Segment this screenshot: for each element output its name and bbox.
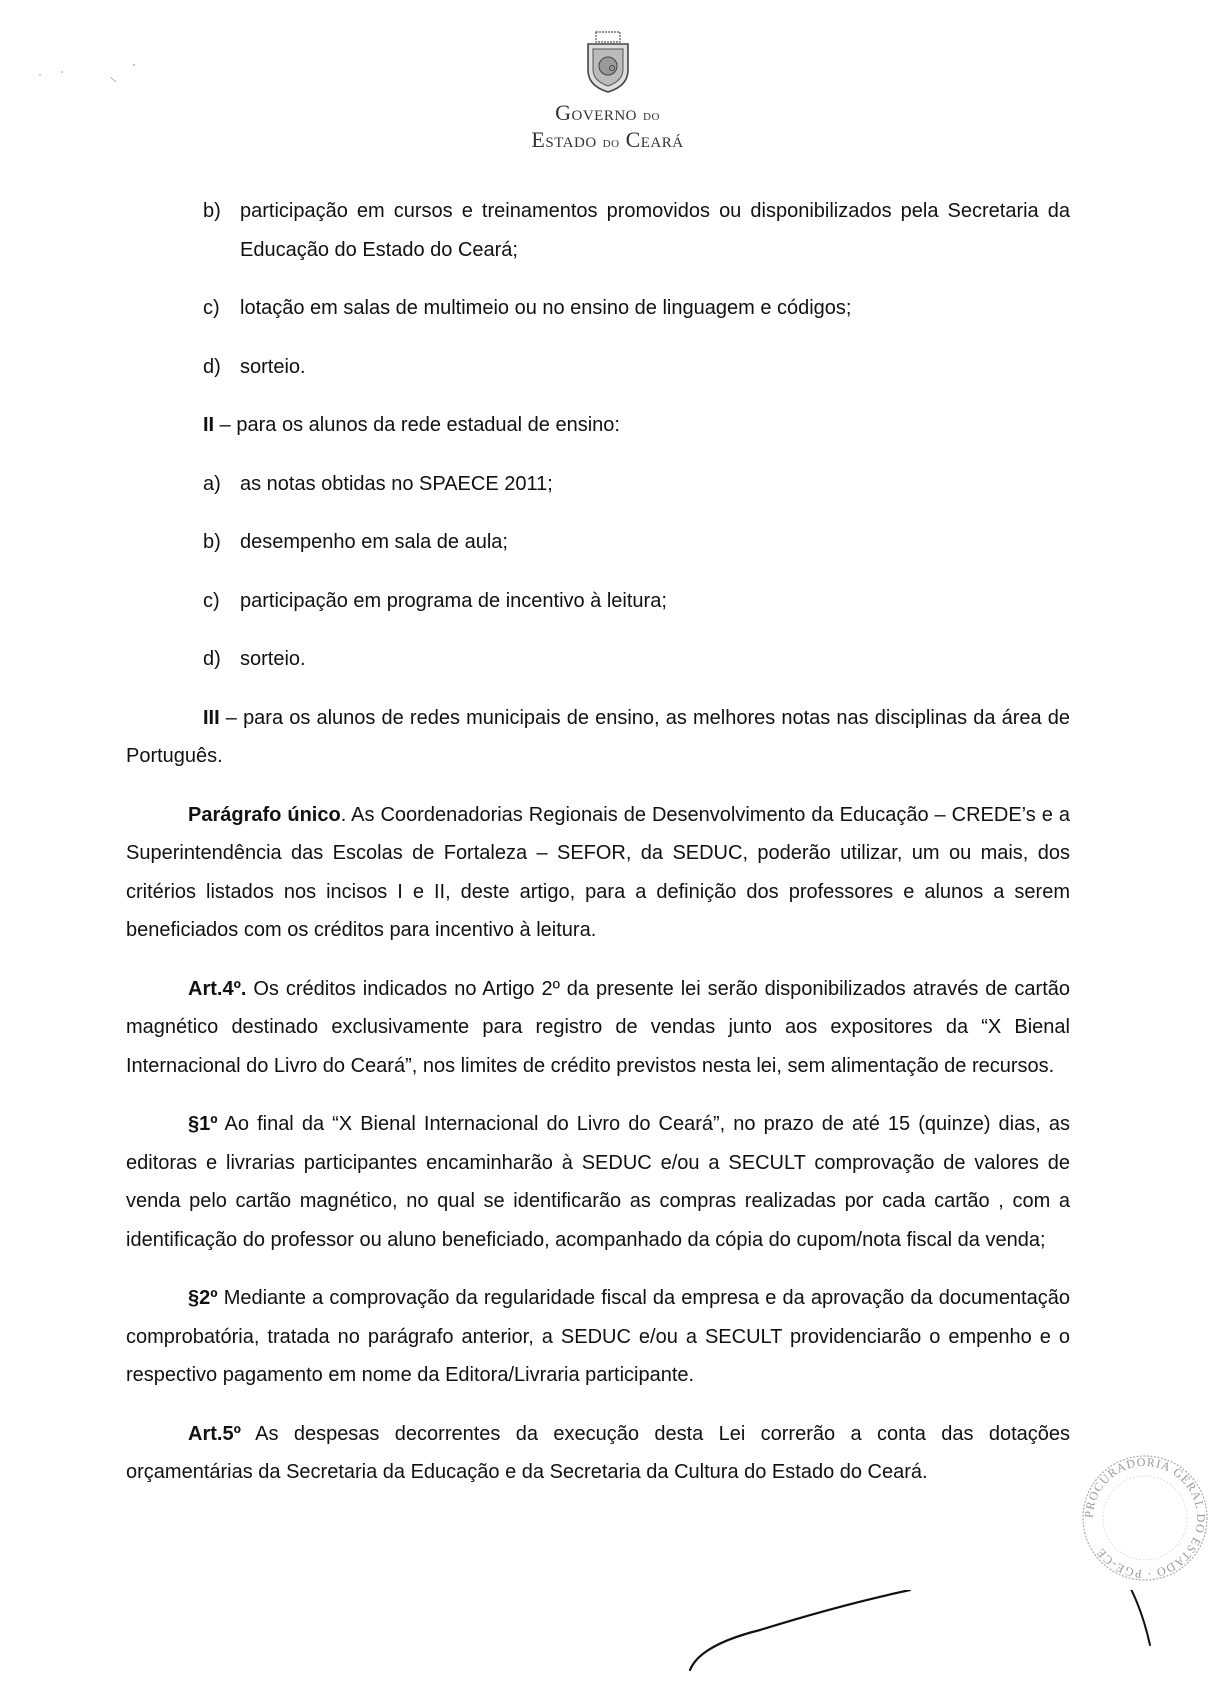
header-estado: Estado: [531, 127, 597, 152]
article-4: [126, 970, 1070, 1086]
government-title-line1: [0, 102, 1215, 127]
roman-numeral: III: [203, 706, 220, 729]
svg-text:PROCURADORIA GERAL DO ESTADO ·: [1082, 1455, 1208, 1581]
article-label: Art.4º.: [188, 977, 247, 1000]
government-title-line2: [0, 129, 1215, 154]
stamp-ring-text: PROCURADORIA GERAL DO ESTADO · PGE-CE: [1081, 1454, 1209, 1582]
roman-numeral: II: [203, 414, 215, 436]
article-5: [126, 1415, 1070, 1492]
item-label: c): [203, 297, 220, 319]
list-item: [126, 523, 1070, 562]
section-II-heading: [126, 406, 1070, 445]
paragrafo-unico: [126, 796, 1070, 950]
item-label: c): [203, 589, 220, 612]
list-item: [126, 640, 1070, 679]
item-text: participação em cursos e treinamentos promovidos ou disponibilizados pela Secretaria da Educação do Estado do Ceará;: [240, 200, 1070, 261]
section-III: [126, 699, 1070, 776]
item-label: d): [203, 355, 221, 378]
item-text: sorteio.: [240, 648, 306, 670]
item-text: desempenho em sala de aula;: [240, 531, 508, 553]
article-text: As despesas decorrentes da execução desta Lei correrão a conta das dotações orçamentárias da Secretaria da Educação e da Secretaria da Cultura do Estado do Ceará.: [126, 1422, 1070, 1483]
header-governo: Governo: [555, 100, 637, 125]
header-ceara: Ceará: [625, 127, 684, 152]
item-label: d): [203, 648, 221, 670]
handwritten-signature-icon: [680, 1590, 1215, 1700]
paragraph-text: Mediante a comprovação da regularidade fiscal da empresa e da aprovação da documentação comprobatória, tratada no parágrafo anterior, a SEDUC e/ou a SECULT providenciarão o empenho e o respectivo pagamento em nome da Editora/Livraria participante.: [126, 1287, 1070, 1386]
list-item: [126, 582, 1070, 621]
letterhead: [0, 30, 1215, 154]
paragraph-label: §2º: [188, 1287, 218, 1309]
paragraph-label: Parágrafo único: [188, 803, 341, 826]
paragraph-2: [126, 1279, 1070, 1395]
list-item: [126, 348, 1070, 387]
section-text: – para os alunos de redes municipais de ensino, as melhores notas nas disciplinas da área de Português.: [126, 706, 1070, 767]
header-do: do: [643, 108, 660, 124]
item-text: sorteio.: [240, 355, 306, 378]
item-text: participação em programa de incentivo à leitura;: [240, 589, 667, 612]
item-text: as notas obtidas no SPAECE 2011;: [240, 472, 553, 495]
item-text: lotação em salas de multimeio ou no ensino de linguagem e códigos;: [240, 297, 852, 319]
paragraph-1: [126, 1105, 1070, 1259]
list-item: [126, 465, 1070, 504]
paragraph-label: §1º: [188, 1113, 218, 1135]
article-label: Art.5º: [188, 1422, 241, 1445]
item-label: b): [203, 200, 221, 222]
official-stamp-icon: [1075, 1448, 1215, 1588]
item-label: a): [203, 472, 221, 495]
paragraph-text: . As Coordenadorias Regionais de Desenvolvimento da Educação – CREDE’s e a Superintendência das Escolas de Fortaleza – SEFOR, da SEDUC, poderão utilizar, um ou mais, dos critérios listados nos incisos I e II, deste artigo, para a definição dos professores e alunos a serem beneficiados com os créditos para incentivo à leitura.: [126, 803, 1070, 941]
item-label: b): [203, 531, 221, 553]
header-do-2: do: [602, 135, 620, 151]
list-item: [126, 192, 1070, 269]
section-text: – para os alunos da rede estadual de ensino:: [214, 414, 620, 436]
article-text: Os créditos indicados no Artigo 2º da presente lei serão disponibilizados através de cartão magnético destinado exclusivamente para registro de vendas junto aos expositores da “X Bienal Internacional do Livro do Ceará”, nos limites de crédito previstos nesta lei, sem alimentação de recursos.: [126, 977, 1070, 1077]
document-body: [126, 192, 1070, 1492]
list-item: [126, 289, 1070, 328]
state-coat-of-arms-icon: [582, 30, 634, 94]
paragraph-text: Ao final da “X Bienal Internacional do Livro do Ceará”, no prazo de até 15 (quinze) dias, as editoras e livrarias participantes encaminharão à SEDUC e/ou a SECULT comprovação de valores de venda pelo cartão magnético, no qual se identificarão as compras realizadas por cada cartão , com a identificação do professor ou aluno beneficiado, acompanhado da cópia do cupom/nota fiscal da venda;: [126, 1113, 1070, 1251]
